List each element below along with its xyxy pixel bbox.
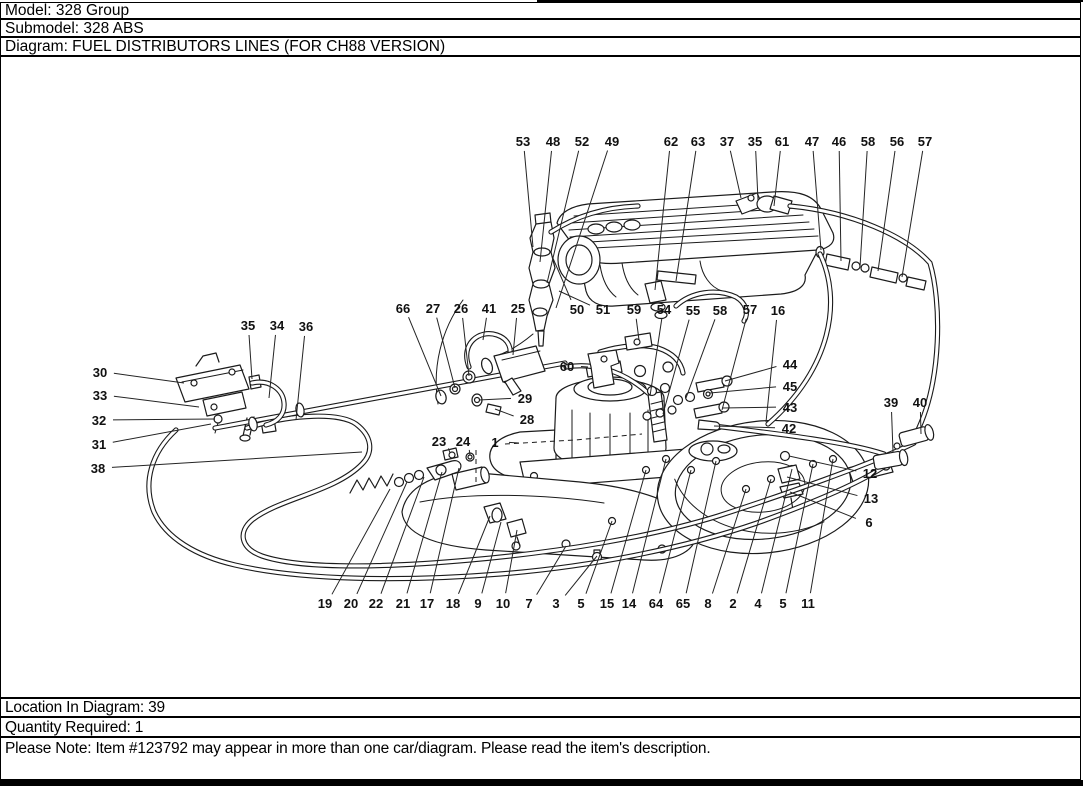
callout-63: 63 [690,134,706,149]
submodel-text: Submodel: 328 ABS [5,20,144,37]
callout-62: 62 [663,134,679,149]
callout-53: 53 [515,134,531,149]
bolt-32 [214,415,222,423]
callout-54: 54 [656,302,672,317]
callout-17: 17 [419,596,435,611]
callout-41: 41 [481,301,497,316]
callout-61: 61 [774,134,790,149]
clamp-and-screw [472,394,501,415]
callout-49: 49 [604,134,620,149]
callout-31: 31 [91,437,107,452]
throttle-body [558,236,600,284]
submodel-row [0,19,1081,37]
callout-55: 55 [685,303,701,318]
note-row [0,737,1081,780]
callout-65: 65 [675,596,691,611]
callout-39: 39 [883,395,899,410]
callout-48: 48 [545,134,561,149]
callout-38: 38 [90,461,106,476]
callout-leader-30 [114,373,184,383]
hose-end-42 [698,420,720,430]
location-text: Location In Diagram: 39 [5,699,165,716]
callout-8: 8 [704,596,712,611]
callout-leader-29 [479,398,511,400]
callout-5: 5 [577,596,585,611]
callout-leader-35 [249,335,252,379]
callout-44: 44 [782,357,798,372]
callout-64: 64 [648,596,664,611]
callout-37: 37 [719,134,735,149]
callout-58: 58 [712,303,728,318]
location-row [0,698,1081,717]
callout-58: 58 [860,134,876,149]
callout-52: 52 [574,134,590,149]
callout-leader-57 [722,319,746,410]
callout-25: 25 [510,301,526,316]
callout-leader-66 [409,317,441,396]
callout-24: 24 [455,434,471,449]
callout-26: 26 [453,301,469,316]
callout-10: 10 [495,596,511,611]
callout-30: 30 [92,365,108,380]
callout-34: 34 [269,318,285,333]
fuel-distributor-lines-drawing [1,57,1080,697]
callout-5: 5 [779,596,787,611]
callout-leader-46 [839,151,841,261]
callout-50: 50 [569,302,585,317]
callout-4: 4 [754,596,762,611]
callout-15: 15 [599,596,615,611]
callout-leader-32 [113,419,215,420]
diagram-area [0,56,1081,698]
callout-leader-38 [112,452,362,467]
callout-1: 1 [491,435,499,450]
model-row [0,2,1081,19]
callout-leader-31 [113,424,211,442]
callout-leader-58 [860,151,867,267]
callout-leader-1 [509,442,519,443]
quantity-text: Quantity Required: 1 [5,719,144,736]
pan-casting [402,472,696,562]
callout-43: 43 [782,400,798,415]
callout-23: 23 [431,434,447,449]
callout-16: 16 [770,303,786,318]
callout-7: 7 [525,596,533,611]
model-text: Model: 328 Group [5,2,130,19]
callout-14: 14 [621,596,637,611]
callout-42: 42 [781,421,797,436]
callout-11: 11 [801,596,815,611]
callout-leader-54 [650,319,662,396]
fitting-12 [781,452,790,461]
callout-47: 47 [804,134,820,149]
note-text: Please Note: Item #123792 may appear in more than one car/diagram. Please read the item's description. [5,740,711,757]
callout-56: 56 [889,134,905,149]
callout-9: 9 [474,596,482,611]
diagram-title-text: Diagram: FUEL DISTRIBUTORS LINES (FOR CH88 VERSION) [5,38,446,55]
bottom-black-bar [0,780,1083,786]
callout-29: 29 [517,391,533,406]
right-fitting-chain [816,247,926,291]
callout-33: 33 [92,388,108,403]
callout-2: 2 [729,596,737,611]
callout-leader-60 [581,366,588,367]
callout-19: 19 [317,596,333,611]
callout-3: 3 [552,596,560,611]
callout-12: 12 [862,466,878,481]
callout-leader-40 [920,412,921,434]
callout-36: 36 [298,319,314,334]
quantity-row [0,717,1081,737]
callout-20: 20 [343,596,359,611]
callout-59: 59 [626,302,642,317]
engine-drawing [149,192,938,579]
callout-13: 13 [863,491,879,506]
callout-18: 18 [445,596,461,611]
callout-35: 35 [240,318,256,333]
callout-60: 60 [559,359,575,374]
callout-46: 46 [831,134,847,149]
bolt-43 [694,404,722,418]
callout-6: 6 [865,515,873,530]
callout-28: 28 [519,412,535,427]
callout-66: 66 [395,301,411,316]
callout-leader-25 [513,318,517,355]
callout-45: 45 [782,379,798,394]
callout-leader-37 [730,151,741,198]
callout-leader-39 [892,412,893,452]
callout-22: 22 [368,596,384,611]
callout-35: 35 [747,134,763,149]
callout-leader-57 [902,151,923,277]
callout-32: 32 [91,413,107,428]
callout-40: 40 [912,395,928,410]
callout-leader-56 [878,151,895,271]
washer-45 [704,390,713,399]
callout-27: 27 [425,301,441,316]
callout-51: 51 [595,302,611,317]
diagram-title-row [0,37,1081,56]
callout-57: 57 [917,134,933,149]
callout-21: 21 [395,596,411,611]
callout-leader-53 [524,151,533,247]
callout-57: 57 [742,302,758,317]
